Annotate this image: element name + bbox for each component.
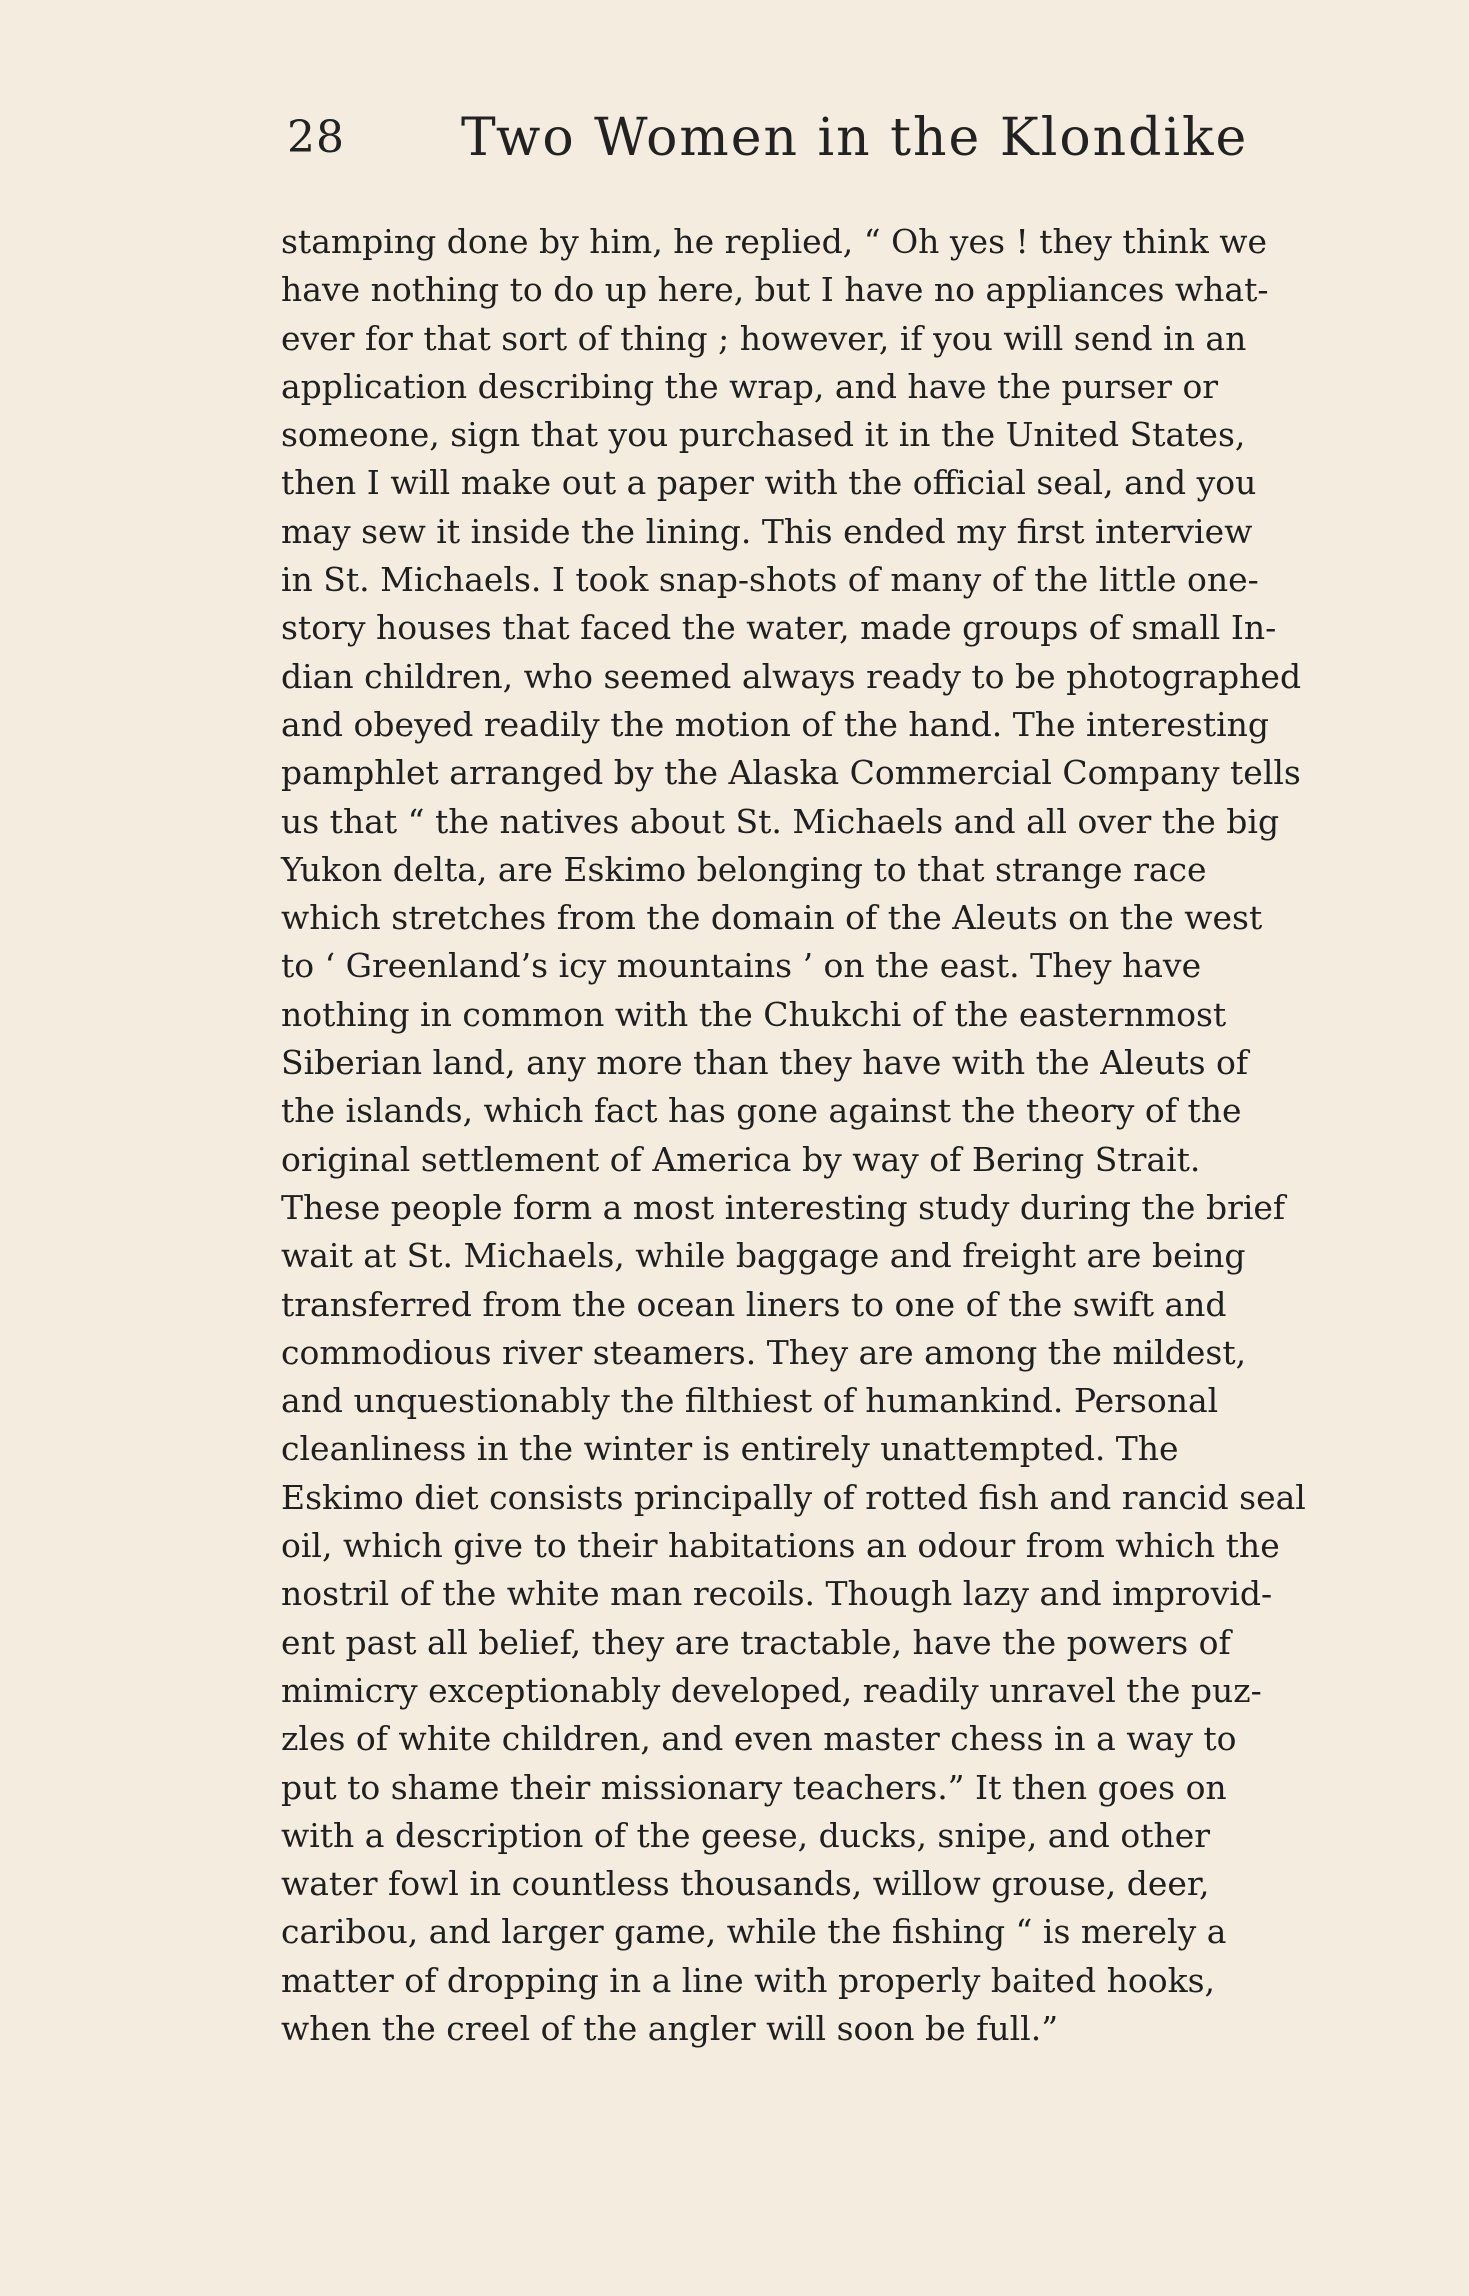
text-line: Yukon delta, are Eskimo belonging to that strange race bbox=[281, 849, 1207, 889]
text-line: and unquestionably the filthiest of humankind. Personal bbox=[281, 1381, 1219, 1421]
text-line: ever for that sort of thing ; however, if you will send in an bbox=[281, 318, 1247, 358]
text-line: oil, which give to their habitations an odour from which the bbox=[281, 1526, 1280, 1566]
text-line: may sew it inside the lining. This ended my first interview bbox=[281, 511, 1253, 551]
text-line: stamping done by him, he replied, “ Oh yes ! they think we bbox=[281, 222, 1268, 261]
text-line: nothing in common with the Chukchi of the easternmost bbox=[281, 994, 1227, 1034]
text-line: zles of white children, and even master chess in a way to bbox=[281, 1719, 1237, 1759]
text-line: someone, sign that you purchased it in the United States, bbox=[281, 415, 1246, 455]
text-line: and obeyed readily the motion of the hand. The interesting bbox=[281, 704, 1270, 744]
text-line: which stretches from the domain of the Aleuts on the west bbox=[281, 898, 1263, 938]
text-line: These people form a most interesting study during the brief bbox=[281, 1187, 1286, 1227]
text-line: us that “ the natives about St. Michaels and all over the big bbox=[281, 801, 1280, 841]
text-line: original settlement of America by way of Bering Strait. bbox=[281, 1139, 1201, 1179]
text-line: have nothing to do up here, but I have no appliances what- bbox=[281, 270, 1269, 310]
text-line: transferred from the ocean liners to one of the swift and bbox=[281, 1284, 1227, 1324]
text-line: commodious river steamers. They are among the mildest, bbox=[281, 1332, 1247, 1372]
text-line: with a description of the geese, ducks, snipe, and other bbox=[281, 1815, 1211, 1855]
body-text bbox=[281, 218, 1381, 2053]
text-line: water fowl in countless thousands, willow grouse, deer, bbox=[281, 1864, 1210, 1904]
page-header bbox=[281, 108, 1249, 178]
text-line: to ‘ Greenland’s icy mountains ’ on the east. They have bbox=[281, 946, 1202, 986]
text-line: when the creel of the angler will soon be full.” bbox=[281, 2008, 1059, 2048]
text-line: wait at St. Michaels, while baggage and freight are being bbox=[281, 1236, 1246, 1276]
page-number: 28 bbox=[287, 112, 345, 163]
text-line: ent past all belief, they are tractable, have the powers of bbox=[281, 1622, 1231, 1662]
text-line: Siberian land, any more than they have with the Aleuts of bbox=[281, 1043, 1249, 1083]
text-line: caribou, and larger game, while the fishing “ is merely a bbox=[281, 1912, 1227, 1952]
text-line: then I will make out a paper with the official seal, and you bbox=[281, 463, 1257, 503]
text-line: application describing the wrap, and have the purser or bbox=[281, 366, 1219, 406]
text-line: pamphlet arranged by the Alaska Commercial Company tells bbox=[281, 753, 1301, 793]
running-title: Two Women in the Klondike bbox=[461, 108, 1249, 168]
text-line: in St. Michaels. I took snap-shots of many of the little one- bbox=[281, 560, 1259, 600]
text-line: dian children, who seemed always ready to be photographed bbox=[281, 656, 1302, 696]
text-line: Eskimo diet consists principally of rotted fish and rancid seal bbox=[281, 1477, 1306, 1517]
text-line: story houses that faced the water, made groups of small In- bbox=[281, 608, 1277, 648]
text-line: matter of dropping in a line with properly baited hooks, bbox=[281, 1960, 1215, 2000]
text-line: the islands, which fact has gone against the theory of the bbox=[281, 1091, 1242, 1131]
text-line: cleanliness in the winter is entirely unattempted. The bbox=[281, 1429, 1179, 1469]
text-line: mimicry exceptionably developed, readily unravel the puz- bbox=[281, 1670, 1262, 1710]
text-line: put to shame their missionary teachers.” It then goes on bbox=[281, 1767, 1227, 1807]
text-line: nostril of the white man recoils. Though lazy and improvid- bbox=[281, 1574, 1273, 1614]
